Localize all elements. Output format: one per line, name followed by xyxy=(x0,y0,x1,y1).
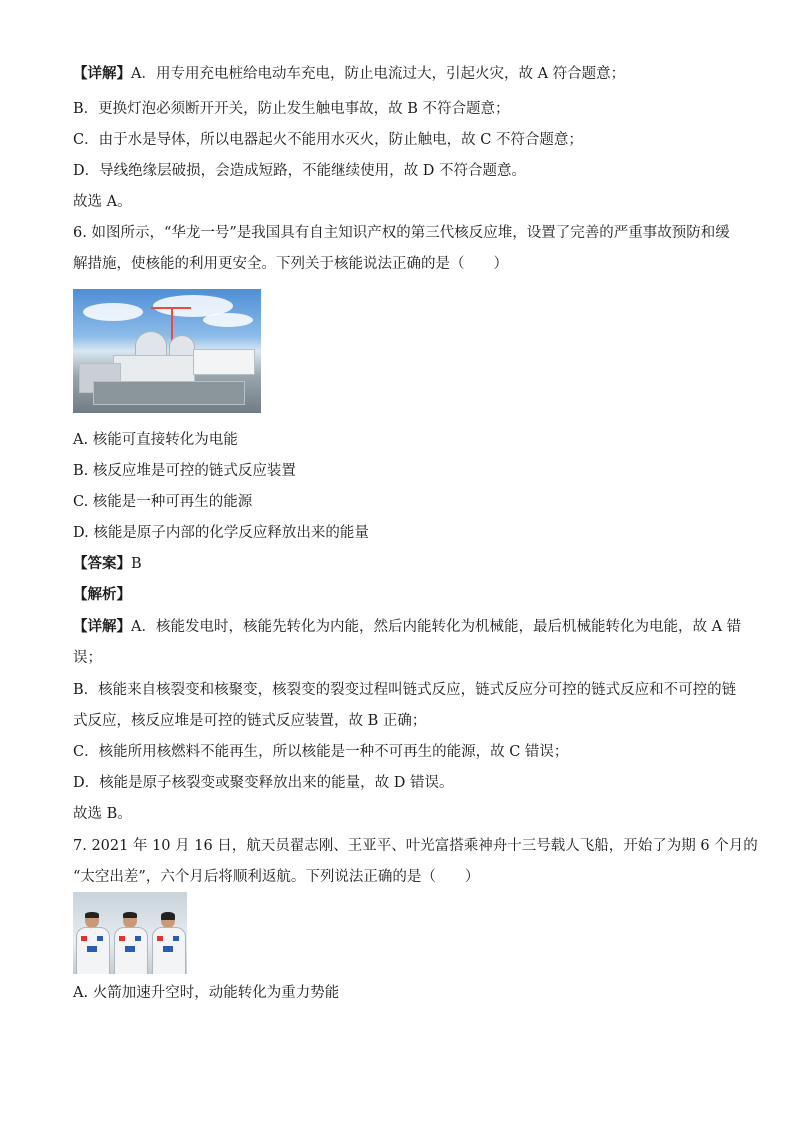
analysis-tag: 【解析】 xyxy=(73,586,131,603)
astronauts-photo xyxy=(73,892,187,974)
astronaut-figure xyxy=(114,912,146,974)
choose-line: 故选 A。 xyxy=(73,194,132,210)
detail-text: A．用专用充电桩给电动车充电，防止电流过大，引起火灾，故 A 符合题意； xyxy=(131,66,626,82)
astronaut-figure xyxy=(152,912,184,974)
detail-tag: 【详解】 xyxy=(73,65,131,82)
detail-text: A．核能发电时，核能先转化为内能，然后内能转化为机械能，最后机械能转化为电能，故 A 错 xyxy=(131,619,742,635)
option-6-b: B. 核反应堆是可控的链式反应装置 xyxy=(73,463,296,479)
detail-line-a xyxy=(73,64,625,84)
analysis-line-d: D．核能是原子核裂变或聚变释放出来的能量，故 D 错误。 xyxy=(73,775,454,791)
nuclear-plant-photo xyxy=(73,289,261,413)
analysis-line-a-cont: 误； xyxy=(73,650,102,666)
question-7-line-1: 7. 2021 年 10 月 16 日，航天员翟志刚、王亚平、叶光富搭乘神舟十三号载人飞船，开始了为期 6 个月的 xyxy=(73,838,758,854)
analysis-line-a xyxy=(73,617,741,637)
answer-tag: 【答案】 xyxy=(73,555,131,572)
option-7-a: A. 火箭加速升空时，动能转化为重力势能 xyxy=(73,985,340,1001)
option-6-a: A. 核能可直接转化为电能 xyxy=(73,432,238,448)
question-6-line-2: 解措施，使核能的利用更安全。下列关于核能说法正确的是（ ） xyxy=(73,256,508,272)
choose-line-6: 故选 B。 xyxy=(73,806,132,822)
option-6-c: C. 核能是一种可再生的能源 xyxy=(73,494,253,510)
analysis-line-b-cont: 式反应，核反应堆是可控的链式反应装置，故 B 正确； xyxy=(73,713,427,729)
option-6-d: D. 核能是原子内部的化学反应释放出来的能量 xyxy=(73,525,369,541)
answer-line xyxy=(73,554,142,574)
question-7-line-2: “太空出差”，六个月后将顺利返航。下列说法正确的是（ ） xyxy=(73,869,480,885)
detail-line-b: B．更换灯泡必须断开开关，防止发生触电事故，故 B 不符合题意； xyxy=(73,101,510,117)
astronaut-figure xyxy=(76,912,108,974)
question-6-line-1: 6. 如图所示，“华龙一号”是我国具有自主知识产权的第三代核反应堆，设置了完善的严重事故预防和缓 xyxy=(73,225,730,241)
answer-value: B xyxy=(131,556,142,572)
detail-line-c: C．由于水是导体，所以电器起火不能用水灭火，防止触电，故 C 不符合题意； xyxy=(73,132,583,148)
detail-line-d: D．导线绝缘层破损，会造成短路，不能继续使用，故 D 不符合题意。 xyxy=(73,163,526,179)
analysis-line-c: C．核能所用核燃料不能再生，所以核能是一种不可再生的能源，故 C 错误； xyxy=(73,744,569,760)
analysis-line-b: B．核能来自核裂变和核聚变，核裂变的裂变过程叫链式反应，链式反应分可控的链式反应和不可控的链 xyxy=(73,682,737,698)
detail-tag: 【详解】 xyxy=(73,618,131,635)
